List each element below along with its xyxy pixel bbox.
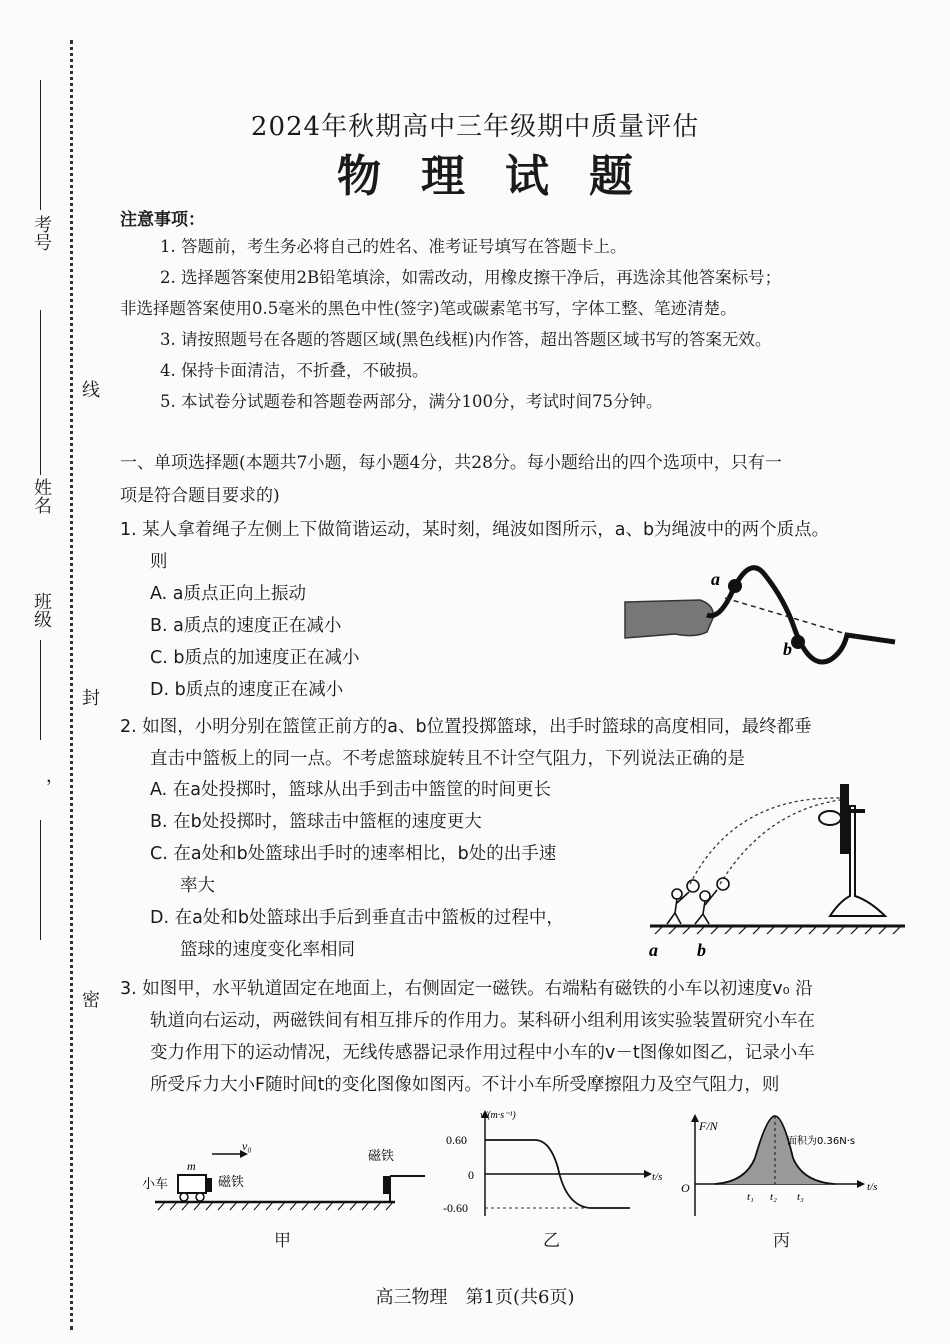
tick-top: 0.60 bbox=[446, 1133, 467, 1147]
caption-jia: 甲 bbox=[274, 1231, 291, 1251]
notice-item: 2. 选择题答案使用2B铅笔填涂，如需改动，用橡皮擦干净后，再选涂其他答案标号； bbox=[160, 268, 782, 287]
tick-zero: 0 bbox=[468, 1168, 474, 1182]
tick-bottom: -0.60 bbox=[443, 1201, 468, 1215]
label-v0: v₀ bbox=[242, 1140, 252, 1153]
seal-mark-mi: 密 bbox=[79, 990, 100, 1008]
label-b: b bbox=[697, 940, 706, 960]
caption-bing: 丙 bbox=[773, 1231, 790, 1251]
question-text: 3. 如图甲，水平轨道固定在地面上，右侧固定一磁铁。右端粘有磁铁的小车以初速度v₀ 沿 bbox=[120, 979, 813, 999]
label-xiaoche: 小车 bbox=[142, 1177, 169, 1192]
notice-list bbox=[120, 231, 920, 417]
seal-mark-feng: 封 bbox=[79, 688, 100, 706]
basketball-figure bbox=[645, 776, 915, 966]
hand-shape bbox=[625, 600, 713, 638]
question-2-stem bbox=[120, 711, 930, 775]
option-b: B. 在b处投掷时，篮球击中篮框的速度更大 bbox=[150, 812, 482, 832]
notice-item: 3. 请按照题号在各题的答题区域(黑色线框)内作答，超出答题区域书写的答案无效。 bbox=[160, 330, 772, 349]
xingming-blank-line bbox=[40, 310, 41, 475]
question-2-options bbox=[150, 774, 640, 966]
option-c: C. 在a处和b处篮球出手时的速率相比，b处的出手速 bbox=[150, 844, 557, 864]
question-text: 所受斥力大小F随时间t的变化图像如图丙。不计小车所受摩擦阻力及空气阻力，则 bbox=[150, 1075, 780, 1095]
question-3-stem bbox=[120, 973, 930, 1101]
t-axis-label: t/s bbox=[652, 1171, 663, 1183]
velocity-time-graph bbox=[440, 1108, 670, 1223]
section-line: 一、单项选择题(本题共7小题，每小题4分，共28分。每小题给出的四个选项中，只有一 bbox=[120, 453, 782, 473]
player-a bbox=[667, 889, 689, 924]
cart-body bbox=[178, 1175, 206, 1193]
t1-label: t₁ bbox=[747, 1191, 754, 1203]
option-d: D. 在a处和b处篮球出手后到垂直击中篮板的过程中， bbox=[150, 908, 564, 928]
label-a: a bbox=[711, 569, 720, 589]
xingming-label: 姓名 bbox=[31, 478, 52, 514]
extra-blank-line bbox=[40, 820, 41, 940]
t-axis-label: t/s bbox=[867, 1181, 878, 1193]
section-heading bbox=[120, 447, 920, 513]
question-text: 则 bbox=[150, 552, 168, 572]
question-text: 变力作用下的运动情况，无线传感器记录作用过程中小车的v－t图像如图乙，记录小车 bbox=[150, 1043, 815, 1063]
option-c-cont: 率大 bbox=[180, 876, 215, 896]
question-text: 2. 如图，小明分别在篮筐正前方的a、b位置投掷篮球，出手时篮球的高度相同，最终都垂 bbox=[120, 717, 812, 737]
ball-a bbox=[687, 880, 699, 892]
page-footer: 高三物理 第1页(共6页) bbox=[375, 1287, 575, 1308]
label-citie-cart: 磁铁 bbox=[218, 1175, 245, 1190]
banji-blank-line bbox=[40, 640, 41, 740]
label-b: b bbox=[783, 639, 792, 659]
origin-label: O bbox=[681, 1181, 690, 1195]
t-axis-arrow bbox=[644, 1170, 652, 1178]
cart-wheel bbox=[180, 1193, 188, 1201]
force-time-graph bbox=[675, 1108, 890, 1223]
f-axis-arrow bbox=[691, 1114, 699, 1122]
t-axis-arrow bbox=[857, 1180, 865, 1188]
player-b bbox=[695, 890, 717, 924]
option-b: B. a质点的速度正在减小 bbox=[150, 616, 342, 636]
question-text: 1. 某人拿着绳子左侧上下做简谐运动，某时刻，绳波如图所示，a、b为绳波中的两个质点。 bbox=[120, 520, 830, 540]
cart-track-figure bbox=[140, 1140, 430, 1220]
question-text: 轨道向右运动，两磁铁间有相互排斥的作用力。某科研小组利用该实验装置研究小车在 bbox=[150, 1011, 815, 1031]
t3-label: t₃ bbox=[797, 1191, 804, 1203]
notice-heading: 注意事项： bbox=[120, 210, 205, 230]
notice-item: 1. 答题前，考生务必将自己的姓名、准考证号填写在答题卡上。 bbox=[160, 237, 627, 256]
option-a: A. a质点正向上振动 bbox=[150, 584, 307, 604]
point-b bbox=[791, 635, 805, 649]
notice-item: 4. 保持卡面清洁，不折叠，不破损。 bbox=[160, 361, 429, 380]
option-a: A. 在a处投掷时，篮球从出手到击中篮筐的时间更长 bbox=[150, 780, 552, 800]
cart-magnet bbox=[206, 1178, 212, 1192]
option-d: D. b质点的速度正在减小 bbox=[150, 680, 344, 700]
notice-item: 5. 本试卷分试题卷和答题卷两部分，满分100分，考试时间75分钟。 bbox=[160, 392, 663, 411]
ball-b bbox=[717, 878, 729, 890]
t2-label: t₂ bbox=[770, 1191, 777, 1203]
v-axis-label: v/(m·s⁻¹) bbox=[480, 1110, 516, 1121]
binding-dotted-line bbox=[70, 40, 73, 1330]
question-text: 直击中篮板上的同一点。不考虑篮球旋转且不计空气阻力，下列说法正确的是 bbox=[150, 749, 745, 769]
hoop-ring bbox=[819, 811, 841, 825]
fixed-magnet bbox=[383, 1176, 389, 1194]
margin-comma: ， bbox=[31, 778, 52, 796]
subject-title: 物理试题 bbox=[337, 151, 673, 202]
area-annotation: 面积为0.36N·s bbox=[787, 1136, 856, 1147]
force-area-fill bbox=[715, 1116, 835, 1184]
cart-wheel bbox=[196, 1193, 204, 1201]
notice-item: 非选择题答案使用0.5毫米的黑色中性(签字)笔或碳素笔书写，字体工整、笔迹清楚。 bbox=[120, 299, 737, 318]
f-axis-label: F/N bbox=[699, 1119, 718, 1133]
option-d-cont: 篮球的速度变化率相同 bbox=[180, 940, 355, 960]
label-citie-fixed: 磁铁 bbox=[368, 1149, 395, 1164]
label-a: a bbox=[649, 940, 658, 960]
section-line: 项是符合题目要求的) bbox=[120, 486, 280, 506]
caption-yi: 乙 bbox=[543, 1231, 560, 1251]
exam-title: 2024年秋期高中三年级期中质量评估 bbox=[250, 112, 700, 142]
rope-wave-figure bbox=[615, 560, 905, 670]
banji-label: 班级 bbox=[31, 592, 52, 628]
kaohao-label: 考号 bbox=[31, 215, 52, 251]
option-c: C. b质点的加速度正在减小 bbox=[150, 648, 360, 668]
point-a bbox=[728, 579, 742, 593]
seal-mark-xian: 线 bbox=[79, 380, 100, 398]
trajectory-a bbox=[690, 798, 840, 884]
question-1-options bbox=[150, 578, 590, 706]
label-m: m bbox=[187, 1159, 196, 1173]
